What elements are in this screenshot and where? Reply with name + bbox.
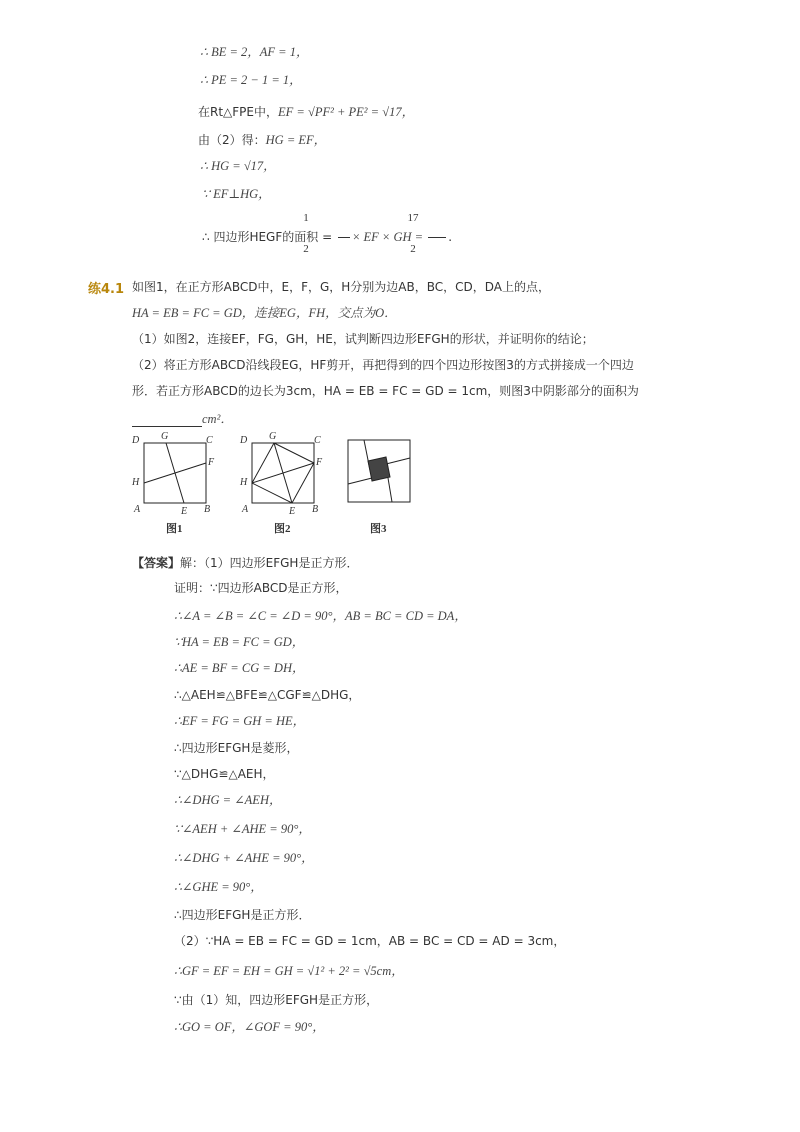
figure-3-svg [346, 430, 416, 510]
answer-line-4: ∴AE = BF = CG = DH， [174, 661, 305, 675]
answer-line-8: ∵△DHG≌△AEH， [174, 767, 275, 781]
fig2-pt-b: B [312, 504, 319, 515]
answer-intro: 解：（1）四边形EFGH是正方形． [180, 556, 359, 570]
answer-line-12: ∴∠GHE = 90°， [174, 880, 263, 894]
line-hg-sqrt: ∴ HG = √17， [200, 159, 276, 173]
answer-line-1: 证明：∵四边形ABCD是正方形， [174, 581, 348, 595]
fig2-pt-g: G [269, 431, 277, 442]
answer-line-6: ∴EF = FG = GH = HE， [174, 714, 306, 728]
answer-line-2: ∴∠A = ∠B = ∠C = ∠D = 90°，AB = BC = CD = DA， [174, 609, 467, 623]
line-be-af: ∴ BE = 2，AF = 1， [200, 45, 309, 59]
answer-line-15: ∴GF = EF = EH = GH = √1² + 2² = √5cm， [174, 964, 404, 978]
problem-line-5: 形．若正方形ABCD的边长为3cm，HA = EB = FC = GD = 1cm，则图3中阴影部分的面积为 [132, 384, 639, 398]
answer-line-3: ∵HA = EB = FC = GD， [174, 635, 305, 649]
hg-ef-formula: HG = EF， [265, 133, 327, 147]
line-ef [198, 104, 414, 120]
fig2-pt-d: D [240, 435, 248, 446]
answer-blank [132, 414, 202, 427]
problem-label: 练4.1 [88, 282, 125, 297]
fig1-pt-c: C [206, 435, 213, 446]
fig1-pt-d: D [132, 435, 140, 446]
answer-tag: 【答案】 [132, 556, 181, 570]
problem-line-2: HA = EB = FC = GD，连接EG，FH，交点为O． [132, 306, 397, 320]
area-label: ∴ 四边形HEGF的面积 = [202, 230, 336, 244]
rt-label: 在Rt△FPE中， [198, 105, 278, 119]
ef-formula: EF = √PF² + PE² = √17， [278, 105, 415, 119]
answer-line-7: ∴四边形EFGH是菱形， [174, 741, 299, 755]
fig2-pt-e: E [289, 506, 296, 517]
problem-line-3: （1）如图2，连接EF，FG，GH，HE，试判断四边形EFGH的形状，并证明你的结论； [132, 332, 594, 346]
fig1-pt-b: B [204, 504, 211, 515]
line-perp: ∵ EF⊥HG， [202, 187, 271, 201]
unit-label: cm²． [202, 412, 233, 426]
problem-line-1: 如图1，在正方形ABCD中，E，F，G，H分别为边AB，BC，CD，DA上的点， [132, 280, 550, 294]
answer-line-13: ∴四边形EFGH是正方形． [174, 908, 311, 922]
answer-line-17: ∴GO = OF，∠GOF = 90°， [174, 1020, 325, 1034]
fig2-caption: 图2 [274, 523, 291, 535]
answer-line-14: （2）∵HA = EB = FC = GD = 1cm，AB = BC = CD = AD = 3cm， [174, 934, 566, 948]
answer-line-0 [132, 555, 358, 571]
fig1-pt-h: H [132, 477, 140, 488]
frac1-bar [338, 237, 350, 238]
figure-2 [238, 430, 333, 535]
fig1-pt-a: A [134, 504, 141, 515]
answer-line-11: ∴∠DHG + ∠AHE = 90°， [174, 851, 314, 865]
frac2-den: 2 [410, 243, 416, 255]
area-formula: × EF × GH = [351, 230, 427, 244]
frac2-bar [428, 237, 446, 238]
line-hg-ef [198, 132, 326, 148]
answer-line-10: ∵∠AEH + ∠AHE = 90°， [174, 822, 311, 836]
frac1-den: 2 [303, 243, 309, 255]
area-end: . [448, 230, 453, 244]
fig2-pt-f: F [316, 457, 323, 468]
frac1-num: 1 [303, 212, 309, 224]
fig3-caption: 图3 [370, 523, 387, 535]
fig1-pt-f: F [208, 457, 215, 468]
problem-line-6 [132, 411, 233, 427]
fig1-caption: 图1 [166, 523, 183, 535]
from-2-label: 由（2）得： [198, 133, 266, 147]
fig1-pt-g: G [161, 431, 169, 442]
figure-3 [346, 430, 416, 535]
frac2-num: 17 [407, 212, 419, 224]
answer-line-9: ∴∠DHG = ∠AEH， [174, 793, 282, 807]
problem-line-4: （2）将正方形ABCD沿线段EG，HF剪开，再把得到的四个四边形按图3的方式拼接成一个四边 [132, 358, 634, 372]
answer-line-16: ∵由（1）知，四边形EFGH是正方形， [174, 993, 379, 1007]
answer-line-5: ∴△AEH≌△BFE≌△CGF≌△DHG， [174, 688, 361, 702]
fig2-pt-a: A [242, 504, 249, 515]
fig2-pt-c: C [314, 435, 321, 446]
fig2-pt-h: H [240, 477, 248, 488]
figure-1 [130, 430, 225, 535]
line-area [202, 229, 452, 245]
fig1-pt-e: E [181, 506, 188, 517]
line-pe: ∴ PE = 2 − 1 = 1， [200, 73, 302, 87]
